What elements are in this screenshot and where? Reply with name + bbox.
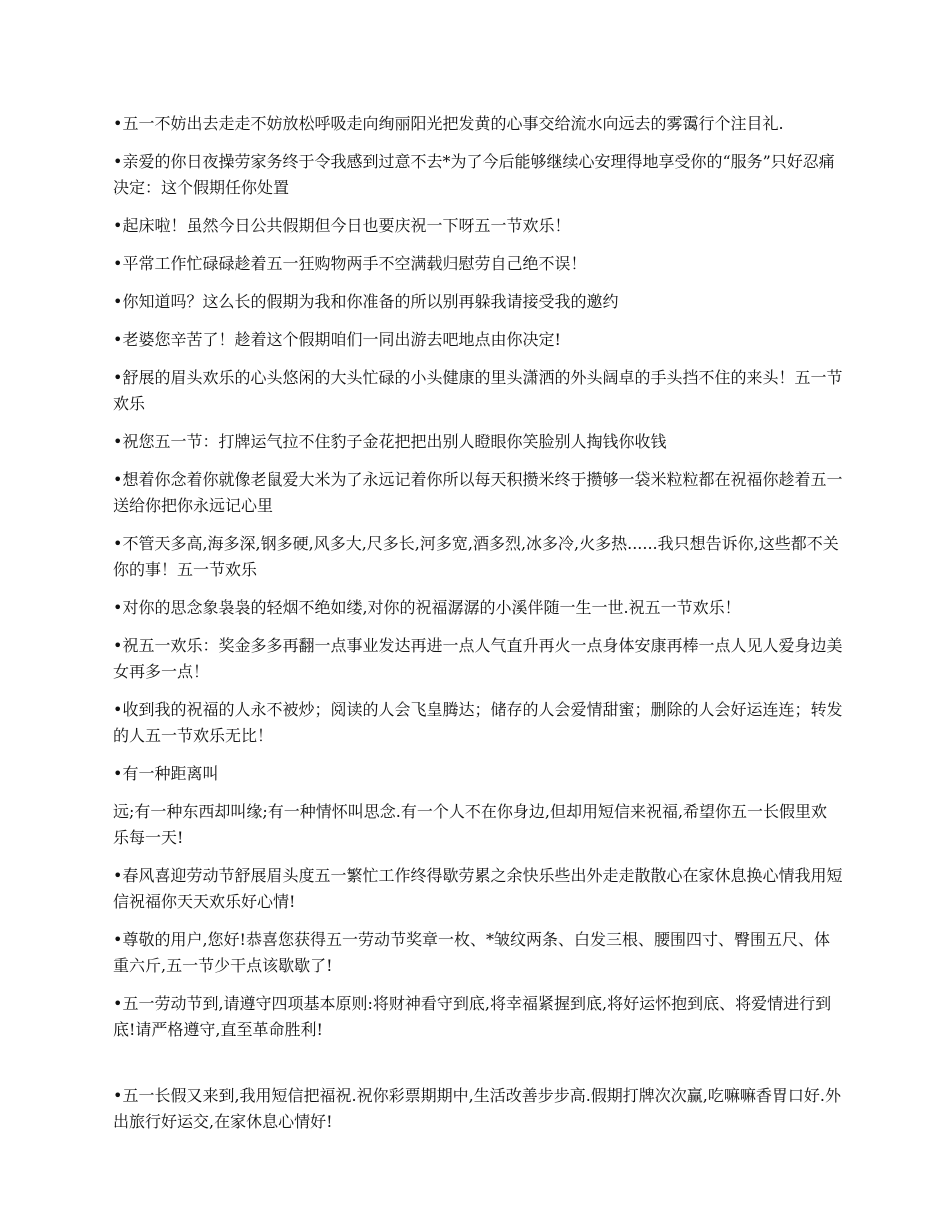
paragraph: •你知道吗？这么长的假期为我和你准备的所以别再躲我请接受我的邀约 [113, 292, 619, 311]
paragraph: •尊敬的用户,您好!恭喜您获得五一劳动节奖章一枚、*皱纹两条、白发三根、腰围四寸、臀围五尺、体重六斤,五一节少干点该歇歇了! [113, 930, 830, 975]
paragraph: •五一劳动节到,请遵守四项基本原则:将财神看守到底,将幸福紧握到底,将好运怀抱到底、将爱情进行到底!请严格遵守,直至革命胜利! [113, 994, 832, 1039]
paragraph: •舒展的眉头欢乐的心头悠闲的大头忙碌的小头健康的里头潇洒的外头阔卓的手头挡不住的来头！五一节欢乐 [113, 368, 843, 413]
paragraph: •平常工作忙碌碌趁着五一狂购物两手不空满载归慰劳自己绝不误！ [113, 254, 587, 273]
paragraph: •祝您五一节：打牌运气拉不住豹子金花把把出别人瞪眼你笑脸别人掏钱你收钱 [113, 432, 667, 451]
paragraph: •五一长假又来到,我用短信把福祝.祝你彩票期期中,生活改善步步高.假期打牌次次赢,吃嘛嘛香胃口好.外出旅行好运交,在家休息心情好! [113, 1086, 841, 1131]
paragraph: •祝五一欢乐：奖金多多再翻一点事业发达再进一点人气直升再火一点身体安康再棒一点人见人爱身边美女再多一点！ [113, 636, 843, 681]
paragraph: •春风喜迎劳动节舒展眉头度五一繁忙工作终得歇劳累之余快乐些出外走走散散心在家休息换心情我用短信祝福你天天欢乐好心情! [113, 866, 843, 911]
paragraph: •想着你念着你就像老鼠爱大米为了永远记着你所以每天积攒米终于攒够一袋米粒粒都在祝福你趁着五一送给你把你永远记心里 [113, 470, 843, 515]
paragraph: •有一种距离叫 [113, 764, 219, 783]
paragraph: •不管天多高,海多深,钢多硬,风多大,尺多长,河多宽,酒多烈,冰多冷,火多热......我只想告诉你,这些都不关你的事！五一节欢乐 [113, 534, 839, 579]
paragraph: •收到我的祝福的人永不被炒；阅读的人会飞皇腾达；储存的人会爱情甜蜜；删除的人会好运连连；转发的人五一节欢乐无比！ [113, 700, 843, 745]
paragraph: •五一不妨出去走走不妨放松呼吸走向绚丽阳光把发黄的心事交给流水向远去的雾霭行个注目礼. [113, 114, 784, 133]
paragraph: •对你的思念象袅袅的轻烟不绝如缕,对你的祝福潺潺的小溪伴随一生一世.祝五一节欢乐！ [113, 598, 741, 617]
paragraph: 远;有一种东西却叫缘;有一种情怀叫思念.有一个人不在你身边,但却用短信来祝福,希望你五一长假里欢乐每一天! [113, 802, 828, 847]
paragraph: •亲爱的你日夜操劳家务终于令我感到过意不去*为了今后能够继续心安理得地享受你的“服务”只好忍痛决定：这个假期任你处置 [113, 152, 835, 197]
document-body [113, 111, 843, 1147]
paragraph: •起床啦！虽然今日公共假期但今日也要庆祝一下呀五一节欢乐！ [113, 216, 571, 235]
paragraph: •老婆您辛苦了！趁着这个假期咱们一同出游去吧地点由你决定! [113, 330, 561, 349]
